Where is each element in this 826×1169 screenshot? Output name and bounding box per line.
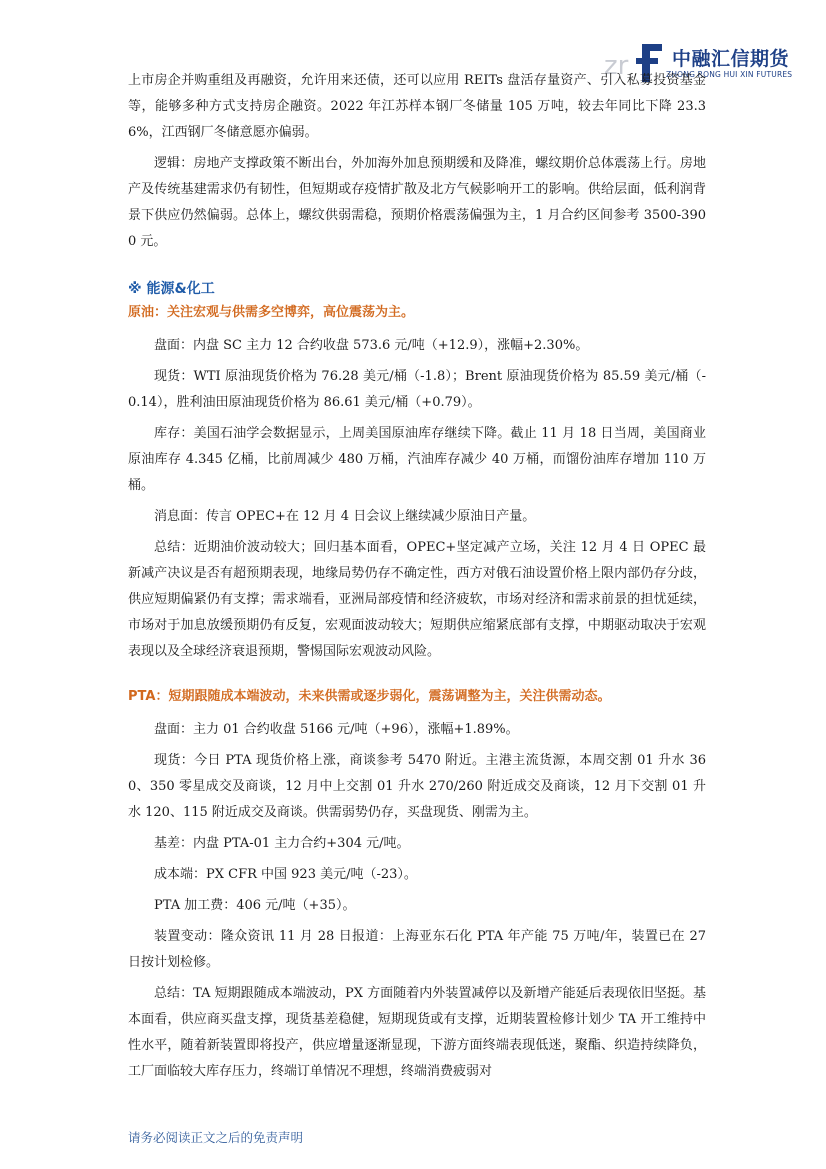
section-title-energy-chemical: ※ 能源&化工 xyxy=(128,281,215,297)
crude-oil-subtitle: 原油：关注宏观与供需多空博弈，高位震荡为主。 xyxy=(128,305,415,320)
logo-chinese-name: 中融汇信期货 xyxy=(672,48,790,70)
pta-cost-paragraph: 成本端：PX CFR 中国 923 美元/吨（-23）。 xyxy=(154,867,417,882)
crude-market-paragraph: 盘面：内盘 SC 主力 12 合约收盘 573.6 元/吨（+12.9），涨幅+2.30%。 xyxy=(154,338,589,353)
pta-processing-fee-paragraph: PTA 加工费：406 元/吨（+35）。 xyxy=(154,898,356,913)
svg-text:zr: zr xyxy=(604,51,629,81)
pta-basis-paragraph: 基差：内盘 PTA-01 主力合约+304 元/吨。 xyxy=(154,836,410,851)
pta-summary-paragraph: 总结：TA 短期跟随成本端波动，PX 方面随着内外装置减停以及新增产能延后表现依旧坚挺。基本面看，供应商买盘支撑，现货基差稳健，短期现货或有支撑，近期装置检修计划少 TA 开工维持中性水平，随着新装置即将投产，供应增量逐渐显现，下游方面终端表现低迷，聚酯、织造持续降负，工厂面临较大库存压力，终端订单情况不理想，终端消费疲弱对 xyxy=(128,986,706,1079)
pta-device-change-paragraph: 装置变动：隆众资讯 11 月 28 日报道：上海亚东石化 PTA 年产能 75 万吨/年，装置已在 27 日按计划检修。 xyxy=(128,929,706,970)
logo-english-name: ZHONG RONG HUI XIN FUTURES xyxy=(666,70,793,79)
document-body xyxy=(128,68,706,1090)
pta-market-paragraph: 盘面：主力 01 合约收盘 5166 元/吨（+96），涨幅+1.89%。 xyxy=(154,722,519,737)
disclaimer-footer: 请务必阅读正文之后的免责声明 xyxy=(128,1130,304,1145)
paragraph-rebar-logic: 逻辑：房地产支撑政策不断出台，外加海外加息预期缓和及降准，螺纹期价总体震荡上行。房地产及传统基建需求仍有韧性，但短期或存疫情扩散及北方气候影响开工的影响。供给层面，低利润背景下供应仍然偏弱。总体上，螺纹供弱需稳，预期价格震荡偏强为主，1 月合约区间参考 3500-3900 元。 xyxy=(128,156,706,249)
crude-news-paragraph: 消息面：传言 OPEC+在 12 月 4 日会议上继续减少原油日产量。 xyxy=(154,509,536,524)
pta-subtitle: PTA：短期跟随成本端波动，未来供需或逐步弱化，震荡调整为主，关注供需动态。 xyxy=(128,689,611,704)
crude-spot-paragraph: 现货：WTI 原油现货价格为 76.28 美元/桶（-1.8）；Brent 原油现货价格为 85.59 美元/桶（-0.14），胜利油田原油现货价格为 86.61 美元/桶（+0.79）。 xyxy=(128,369,706,410)
crude-inventory-paragraph: 库存：美国石油学会数据显示，上周美国原油库存继续下降。截止 11 月 18 日当周，美国商业原油库存 4.345 亿桶，比前周减少 480 万桶，汽油库存减少 40 万桶，而馏份油库存增加 110 万桶。 xyxy=(128,426,706,493)
paragraph-rebar-financing: 上市房企并购重组及再融资，允许用来还债，还可以应用 REITs 盘活存量资产、引入私募投资基金等，能够多种方式支持房企融资。2022 年江苏样本钢厂冬储量 105 万吨，较去年同比下降 23.36%，江西钢厂冬储意愿亦偏弱。 xyxy=(128,73,706,140)
crude-summary-paragraph: 总结：近期油价波动较大；回归基本面看，OPEC+坚定减产立场，关注 12 月 4 日 OPEC 最新减产决议是否有超预期表现，地缘局势仍存不确定性，西方对俄石油设置价格上限内部仍存分歧，供应短期偏紧仍有支撑；需求端看，亚洲局部疫情和经济疲软，市场对经济和需求前景的担忧延续，市场对于加息放缓预期仍有反复，宏观面波动较大；短期供应缩紧底部有支撑，中期驱动取决于宏观表现以及全球经济衰退预期，警惕国际宏观波动风险。 xyxy=(128,540,706,659)
pta-spot-paragraph: 现货：今日 PTA 现货价格上涨，商谈参考 5470 附近。主港主流货源，本周交割 01 升水 360、350 零星成交及商谈，12 月中上交割 01 升水 270/260 附近成交及商谈，12 月下交割 01 升水 120、115 附近成交及商谈。供需弱势仍存，买盘现货、刚需为主。 xyxy=(128,753,706,820)
